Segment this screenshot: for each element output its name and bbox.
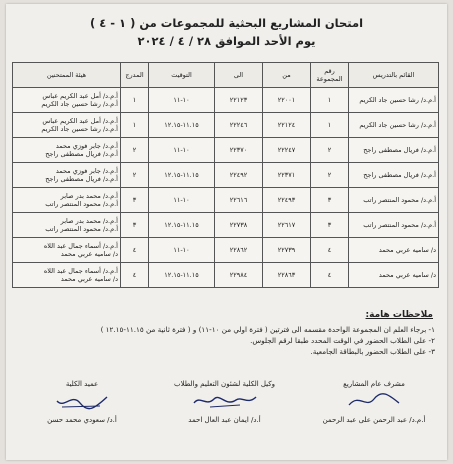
table-header-row [13,63,439,88]
cell-examiners: أ.م.د/ جابر فوزي محمد أ.م.د/ فريال مصطفى راجح [13,138,121,163]
cell-examiners: أ.م.د/ أسماء جمال عبد اللاه د/ ساميه عربي محمد [13,238,121,263]
table-row [13,88,439,113]
cell-hall: ٣ [121,213,149,238]
cell-teacher: أ.م.د/ محمود المنتصر راتب [349,213,439,238]
signature-name: أ.د/ سعودي محمد حسن [47,416,117,424]
table-row [13,238,439,263]
cell-hall: ١ [121,113,149,138]
exam-schedule-table [12,62,439,288]
cell-examiners: أ.م.د/ أسماء جمال عبد اللاه د/ ساميه عربي محمد [13,263,121,288]
signature-name: أ.د/ ايمان عبد العال احمد [188,416,261,424]
signature-role: وكيل الكلية لشئون التعليم والطلاب [173,380,276,388]
table-row [13,163,439,188]
cell-to: ٢٢٧٣٨ [215,213,263,238]
signature-supervisor [309,380,439,425]
note-item: ٣- على الطلاب الحضور بالبطاقة الجامعية. [310,347,435,356]
cell-teacher: د/ ساميه عربي محمد [349,238,439,263]
cell-time: ١١.١٥-١٢.١٥ [149,213,215,238]
handwritten-signature-icon [344,391,404,411]
cell-to: ٢٢٨٦٢ [215,238,263,263]
cell-to: ٢٢٣٧٠ [215,138,263,163]
cell-from: ٢٢٣٧١ [263,163,311,188]
header-to: الى [215,63,263,88]
cell-to: ٢٢٩٨٤ [215,263,263,288]
header-time: التوقيت [149,63,215,88]
header-examiners: هيئة الممتحنين [13,63,121,88]
note-item: ١- برجاء العلم ان المجموعة الواحدة مقسمه الى فترتين ( فترة اولي من ١٠-١١) و ( فترة ثانية من ١١.١٥-١٢.١٥ ) [100,325,435,334]
table-row [13,213,439,238]
header-from: من [263,63,311,88]
cell-group: ٣ [311,213,349,238]
note-item: ٢- على الطلاب الحضور في الوقت المحدد طبقا لرقم الجلوس. [250,336,435,345]
document-subtitle: يوم الأحد الموافق ٢٨ / ٤ / ٢٠٢٤ [137,34,316,48]
cell-teacher: أ.م.د/ فريال مصطفى راجح [349,138,439,163]
header-hall: المدرج [121,63,149,88]
cell-to: ٢٢٢٤٦ [215,113,263,138]
cell-from: ٢٢٧٣٩ [263,238,311,263]
cell-to: ٢٢٦١٦ [215,188,263,213]
signature-role: عميد الكلية [65,380,99,388]
cell-time: ١١.١٥-١٢.١٥ [149,163,215,188]
cell-group: ٢ [311,163,349,188]
cell-from: ٢٢٤٩٣ [263,188,311,213]
cell-teacher: أ.م.د/ فريال مصطفى راجح [349,163,439,188]
cell-group: ١ [311,88,349,113]
signature-dean [27,380,137,425]
cell-to: ٢٢٤٩٢ [215,163,263,188]
cell-examiners: أ.م.د/ أمل عبد الكريم عباس أ.م.د/ رشا حسين جاد الكريم [13,88,121,113]
cell-from: ٢٢٠٠١ [263,88,311,113]
cell-group: ٤ [311,263,349,288]
signature-role: مشرف عام المشاريع [343,380,405,388]
header-teacher: القائم بالتدريس [349,63,439,88]
cell-to: ٢٢١٢٣ [215,88,263,113]
cell-teacher: أ.م.د/ رشا حسين جاد الكريم [349,113,439,138]
table-row [13,113,439,138]
cell-group: ٣ [311,188,349,213]
cell-examiners: أ.م.د/ محمد بدر صابر أ.م.د/ محمود المنتصر راتب [13,188,121,213]
document-title: امتحان المشاريع البحثية للمجموعات من ( ١ - ٤ ) [89,16,364,30]
cell-examiners: أ.م.د/ أمل عبد الكريم عباس أ.م.د/ رشا حسين جاد الكريم [13,113,121,138]
cell-from: ٢٢٢٤٧ [263,138,311,163]
cell-examiners: أ.م.د/ جابر فوزي محمد أ.م.د/ فريال مصطفى راجح [13,163,121,188]
cell-hall: ٢ [121,138,149,163]
cell-time: ١٠-١١ [149,138,215,163]
signature-name: أ.م.د/ عبد الرحمن على عبد الرحمن [322,416,426,424]
cell-hall: ١ [121,88,149,113]
header-group: رقم المجموعة [311,63,349,88]
signature-vice-dean [152,380,297,425]
table-row [13,263,439,288]
cell-hall: ٤ [121,263,149,288]
notes-list [15,324,435,357]
cell-time: ١٠-١١ [149,88,215,113]
cell-teacher: د/ ساميه عربي محمد [349,263,439,288]
cell-hall: ٢ [121,163,149,188]
cell-teacher: أ.م.د/ محمود المنتصر راتب [349,188,439,213]
handwritten-signature-icon [190,391,260,411]
cell-teacher: أ.م.د/ رشا حسين جاد الكريم [349,88,439,113]
cell-group: ٤ [311,238,349,263]
cell-time: ١٠-١١ [149,188,215,213]
cell-time: ١١.١٥-١٢.١٥ [149,263,215,288]
cell-from: ٢٢٦١٧ [263,213,311,238]
cell-time: ١١.١٥-١٢.١٥ [149,113,215,138]
cell-hall: ٣ [121,188,149,213]
table-row [13,138,439,163]
cell-examiners: أ.م.د/ محمد بدر صابر أ.م.د/ محمود المنتصر راتب [13,213,121,238]
handwritten-signature-icon [52,391,112,411]
table-row [13,188,439,213]
cell-group: ١ [311,113,349,138]
document-page [6,4,447,460]
cell-from: ٢٢١٢٤ [263,113,311,138]
cell-group: ٢ [311,138,349,163]
cell-from: ٢٢٨٦٣ [263,263,311,288]
notes-title: ملاحظات هامة: [365,310,433,320]
cell-hall: ٤ [121,238,149,263]
cell-time: ١٠-١١ [149,238,215,263]
